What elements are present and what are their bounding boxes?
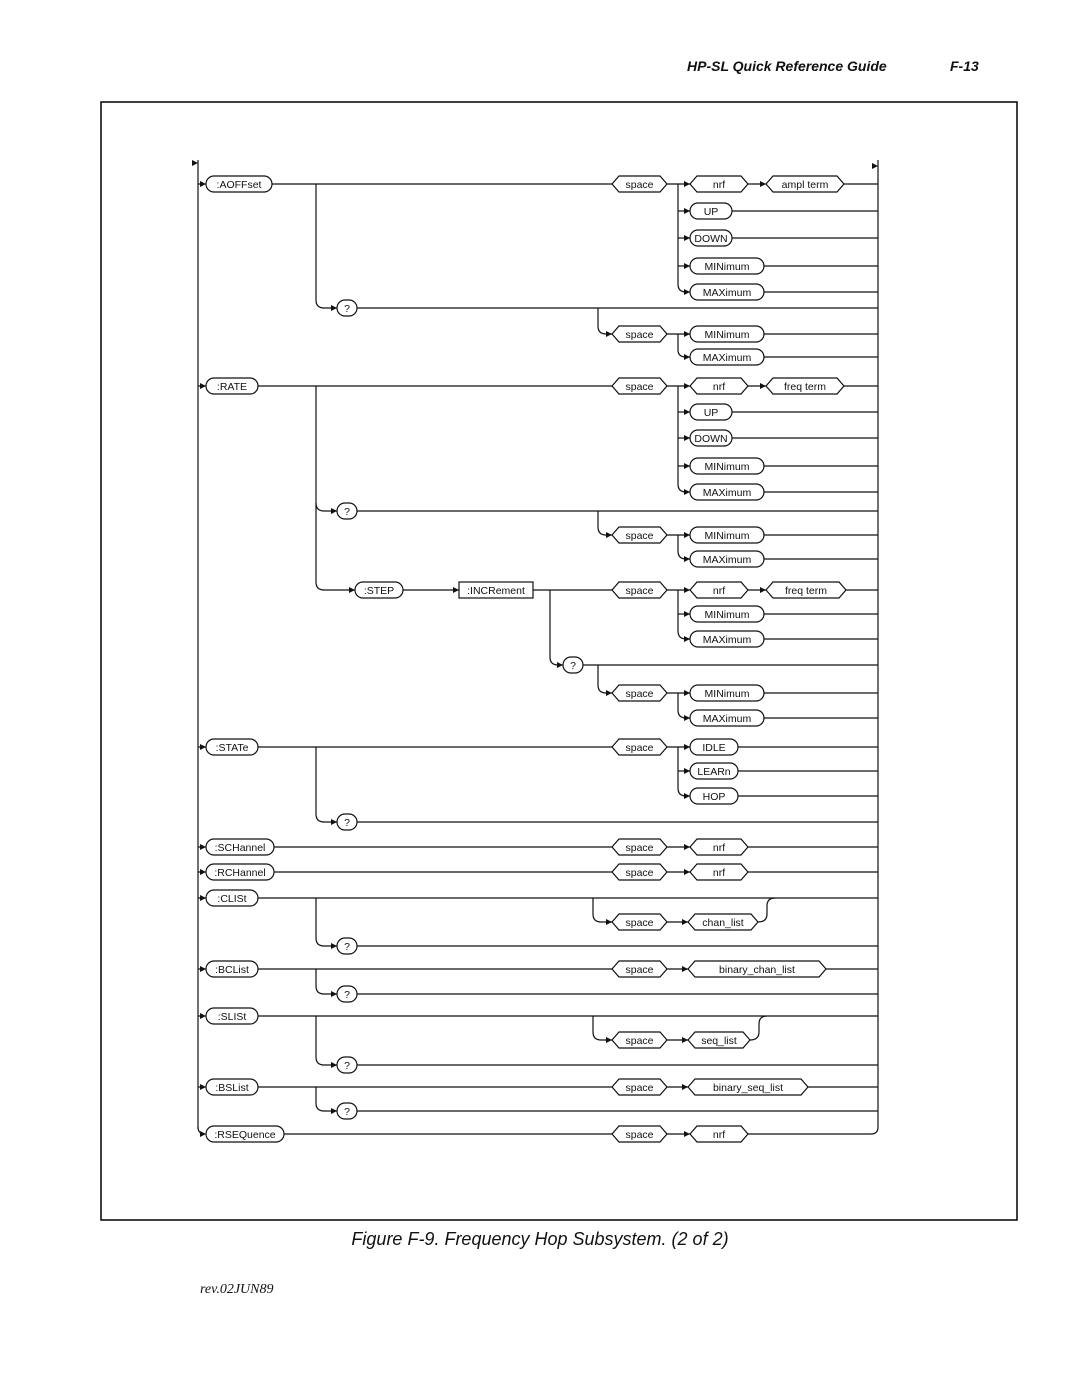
svg-text:nrf: nrf — [712, 842, 726, 854]
svg-text:MINimum: MINimum — [704, 530, 750, 542]
query-query — [337, 814, 357, 830]
svg-text:MAXimum: MAXimum — [702, 634, 752, 646]
svg-text:binary_chan_list: binary_chan_list — [719, 964, 795, 976]
param-chan-list — [688, 914, 758, 930]
svg-text::STEP: :STEP — [363, 585, 395, 597]
param-learn — [690, 763, 738, 779]
svg-text::RSEQuence: :RSEQuence — [214, 1129, 276, 1141]
param-minimum — [690, 606, 764, 622]
query-query — [337, 503, 357, 519]
svg-text:UP: UP — [703, 407, 719, 419]
param-minimum — [690, 685, 764, 701]
command-aoffset — [206, 176, 272, 192]
param-maximum — [690, 284, 764, 300]
svg-text:MINimum: MINimum — [704, 329, 750, 341]
param-minimum — [690, 258, 764, 274]
space-space — [612, 1079, 667, 1095]
space-space — [612, 378, 667, 394]
param-freq-term — [766, 378, 844, 394]
svg-text::SLISt: :SLISt — [217, 1011, 247, 1023]
param-minimum — [690, 527, 764, 543]
svg-text:space: space — [625, 842, 654, 854]
svg-text:space: space — [625, 530, 654, 542]
svg-text:MINimum: MINimum — [704, 609, 750, 621]
svg-text:seq_list: seq_list — [701, 1035, 737, 1047]
svg-text:MINimum: MINimum — [704, 461, 750, 473]
svg-text:space: space — [625, 1129, 654, 1141]
param-maximum — [690, 484, 764, 500]
svg-text:space: space — [625, 964, 654, 976]
param-binary-seq-list — [688, 1079, 808, 1095]
svg-text:DOWN: DOWN — [694, 433, 728, 445]
param-binary-chan-list — [688, 961, 826, 977]
svg-text:nrf: nrf — [712, 381, 726, 393]
svg-text:?: ? — [570, 660, 576, 672]
svg-text:?: ? — [344, 941, 350, 953]
space-space — [612, 961, 667, 977]
svg-text:space: space — [625, 1082, 654, 1094]
svg-text:space: space — [625, 329, 654, 341]
space-space — [612, 864, 667, 880]
svg-text:?: ? — [344, 303, 350, 315]
param-nrf — [690, 864, 748, 880]
svg-text:DOWN: DOWN — [694, 233, 728, 245]
svg-text::RCHannel: :RCHannel — [214, 867, 266, 879]
param-nrf — [690, 1126, 748, 1142]
svg-text:space: space — [625, 867, 654, 879]
command-rchannel — [206, 864, 274, 880]
svg-text:space: space — [625, 179, 654, 191]
svg-text::BSList: :BSList — [215, 1082, 249, 1094]
svg-text:nrf: nrf — [712, 867, 726, 879]
param-nrf — [690, 378, 748, 394]
svg-text:MAXimum: MAXimum — [702, 287, 752, 299]
param-hop — [690, 788, 738, 804]
space-space — [612, 527, 667, 543]
svg-text:MAXimum: MAXimum — [702, 554, 752, 566]
space-space — [612, 739, 667, 755]
svg-text::BCList: :BCList — [215, 964, 249, 976]
svg-text:space: space — [625, 917, 654, 929]
command-rate — [206, 378, 258, 394]
space-space — [612, 839, 667, 855]
svg-text:MAXimum: MAXimum — [702, 352, 752, 364]
svg-text:LEARn: LEARn — [697, 766, 731, 778]
svg-text:freq term: freq term — [784, 585, 828, 597]
command-slist — [206, 1008, 258, 1024]
command-rsequence — [206, 1126, 284, 1142]
header-page-number: F-13 — [950, 58, 979, 74]
svg-text:space: space — [625, 1035, 654, 1047]
query-query — [337, 938, 357, 954]
subcommand-increment — [459, 582, 533, 598]
param-down — [690, 430, 732, 446]
svg-text::INCRement: :INCRement — [467, 585, 525, 597]
svg-text:space: space — [625, 688, 654, 700]
param-idle — [690, 739, 738, 755]
svg-text::CLISt: :CLISt — [217, 893, 247, 905]
svg-text:MAXimum: MAXimum — [702, 487, 752, 499]
space-space — [612, 326, 667, 342]
param-nrf — [690, 582, 748, 598]
param-nrf — [690, 839, 748, 855]
param-nrf — [690, 176, 748, 192]
param-ampl-term — [766, 176, 844, 192]
svg-text:freq term: freq term — [783, 381, 827, 393]
space-space — [612, 685, 667, 701]
svg-text:MINimum: MINimum — [704, 688, 750, 700]
param-maximum — [690, 631, 764, 647]
header-title: HP-SL Quick Reference Guide — [687, 58, 887, 74]
revision-note: rev.02JUN89 — [200, 1282, 274, 1297]
param-maximum — [690, 551, 764, 567]
svg-text:?: ? — [344, 989, 350, 1001]
svg-text::AOFFset: :AOFFset — [216, 179, 262, 191]
svg-text:nrf: nrf — [712, 179, 726, 191]
command-state — [206, 739, 258, 755]
svg-text:MINimum: MINimum — [704, 261, 750, 273]
svg-text:HOP: HOP — [702, 791, 726, 803]
space-space — [612, 1126, 667, 1142]
svg-text:space: space — [625, 585, 654, 597]
svg-text::SCHannel: :SCHannel — [214, 842, 266, 854]
space-space — [612, 176, 667, 192]
svg-text:nrf: nrf — [712, 1129, 726, 1141]
svg-text::STATe: :STATe — [215, 742, 249, 754]
param-up — [690, 404, 732, 420]
query-query — [337, 1057, 357, 1073]
query-query — [337, 986, 357, 1002]
svg-text:space: space — [625, 742, 654, 754]
svg-text:binary_seq_list: binary_seq_list — [712, 1082, 784, 1094]
svg-text:MAXimum: MAXimum — [702, 713, 752, 725]
param-seq-list — [688, 1032, 750, 1048]
svg-text:nrf: nrf — [712, 585, 726, 597]
svg-text:space: space — [625, 381, 654, 393]
space-space — [612, 582, 667, 598]
figure-frame — [101, 102, 1017, 1220]
figure-caption: Figure F-9. Frequency Hop Subsystem. (2 of 2) — [351, 1229, 729, 1249]
svg-text:chan_list: chan_list — [702, 917, 744, 929]
param-maximum — [690, 349, 764, 365]
param-minimum — [690, 458, 764, 474]
param-maximum — [690, 710, 764, 726]
svg-text::RATE: :RATE — [216, 381, 248, 393]
command-schannel — [206, 839, 274, 855]
command-bslist — [206, 1079, 258, 1095]
param-freq-term — [766, 582, 846, 598]
query-query — [337, 1103, 357, 1119]
query-query — [563, 657, 583, 673]
param-minimum — [690, 326, 764, 342]
svg-text:?: ? — [344, 817, 350, 829]
space-space — [612, 1032, 667, 1048]
command-bclist — [206, 961, 258, 977]
svg-text:?: ? — [344, 1106, 350, 1118]
svg-text:UP: UP — [703, 206, 719, 218]
svg-text:?: ? — [344, 1060, 350, 1072]
svg-text:IDLE: IDLE — [702, 742, 726, 754]
subcommand-step — [355, 582, 403, 598]
param-down — [690, 230, 732, 246]
param-up — [690, 203, 732, 219]
svg-text:?: ? — [344, 506, 350, 518]
svg-text:ampl term: ampl term — [781, 179, 829, 191]
space-space — [612, 914, 667, 930]
command-clist — [206, 890, 258, 906]
query-query — [337, 300, 357, 316]
